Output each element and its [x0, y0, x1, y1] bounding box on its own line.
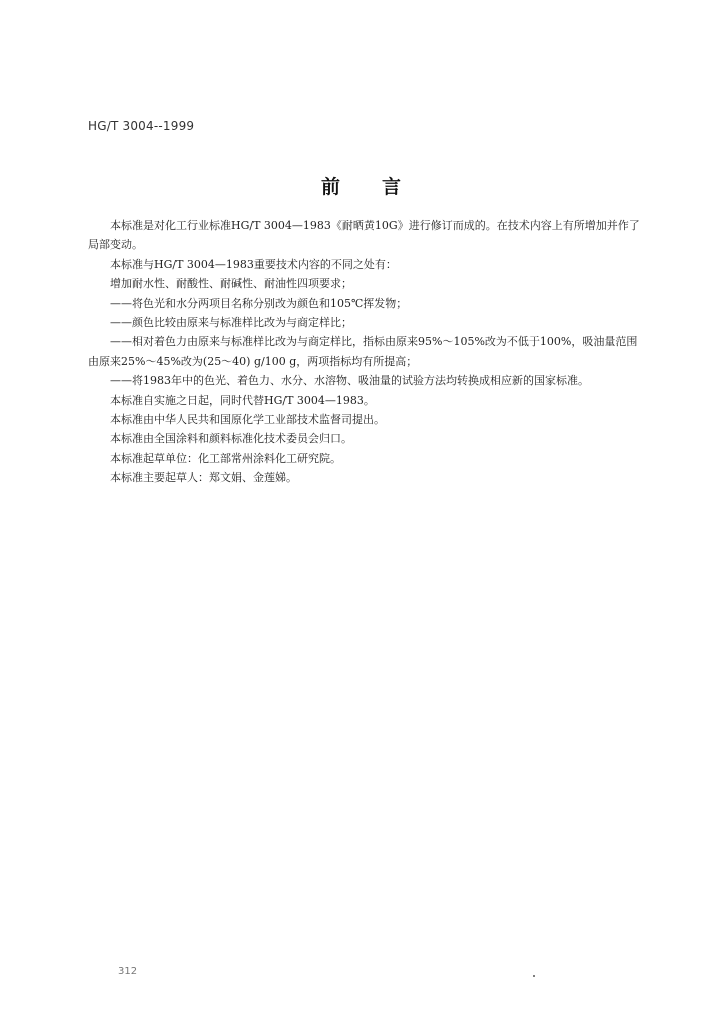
page-number: 312 [118, 966, 138, 977]
paragraph-intro: 本标准是对化工行业标准HG/T 3004—1983《耐晒黄10G》进行修订而成的。在技术内容上有所增加并作了局部变动。 [88, 219, 640, 252]
list-item-requirements: 增加耐水性、耐酸性、耐碱性、耐油性四项要求； [110, 277, 352, 291]
list-item-tinting-strength: ——相对着色力由原来与标准样比改为与商定样比，指标由原来95%～105%改为不低于100%，吸油量范围由原来25%～45%改为(25～40) g/100 g，两项指标均有所提高； [88, 335, 638, 368]
list-item-test-methods: ——将1983年中的色光、着色力、水分、水溶物、吸油量的试验方法均转换成相应新的国家标准。 [110, 374, 589, 388]
standard-code: HG/T 3004--1999 [88, 119, 195, 133]
list-item-color-comparison: ——颜色比较由原来与标准样比改为与商定样比； [110, 316, 352, 330]
list-item-rename: ——将色光和水分两项目名称分别改为颜色和105℃挥发物； [110, 296, 408, 310]
body-text [88, 216, 648, 488]
paragraph-drafters: 本标准主要起草人：郑文娟、金莲娣。 [110, 471, 297, 485]
page-title: 前言 [320, 176, 443, 198]
paragraph-drafting-unit: 本标准起草单位：化工部常州涂料化工研究院。 [110, 451, 341, 465]
scan-dot [533, 975, 535, 977]
paragraph-replacement: 本标准自实施之日起，同时代替HG/T 3004—1983。 [110, 393, 375, 407]
paragraph-differences: 本标准与HG/T 3004—1983重要技术内容的不同之处有： [110, 257, 397, 271]
paragraph-proposer: 本标准由中华人民共和国原化学工业部技术监督司提出。 [110, 413, 385, 427]
paragraph-committee: 本标准由全国涂料和颜料标准化技术委员会归口。 [110, 432, 352, 446]
